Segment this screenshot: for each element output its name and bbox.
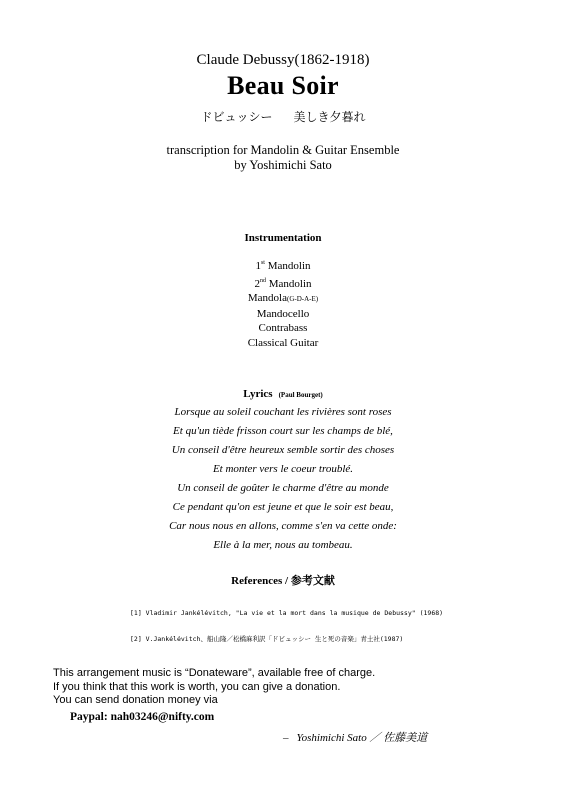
lyrics-heading-label: Lyrics (243, 388, 273, 400)
lyric-line: Elle à la mer, nous au tombeau. (213, 539, 353, 551)
transcription-line: transcription for Mandolin & Guitar Ensemble (166, 143, 400, 157)
donation-line: You can send donation money via (53, 694, 218, 706)
japanese-piece-title: 美しき夕暮れ (293, 110, 366, 124)
lyric-line: Et qu'un tiède frisson court sur les champs de blé, (173, 425, 393, 437)
lyric-line: Un conseil d'être heureux semble sortir des choses (171, 444, 395, 456)
instrumentation-list (0, 256, 566, 350)
reference-item: [1] Vladimir Jankélévitch, "La vie et la mort dans la musique de Debussy" (1968) (130, 609, 444, 617)
instrument-item: Mandocello (256, 307, 310, 320)
instrument-item: 2nd Mandolin (254, 277, 312, 290)
lyric-line: Ce pendant qu'on est jeune et que le soir est beau, (172, 501, 394, 513)
paypal-address[interactable]: Paypal: nah03246@nifty.com (70, 711, 215, 723)
lyric-line: Un conseil de goûter le charme d'être au monde (177, 482, 389, 494)
lyrics-text (0, 403, 566, 555)
arranger-line: by Yoshimichi Sato (234, 158, 332, 172)
mandola-tuning: (G-D-A-E) (287, 295, 319, 303)
references-heading: References / 参考文献 (231, 575, 335, 587)
instrument-item: Classical Guitar (247, 336, 319, 349)
lyric-line: Car nous nous en allons, comme s'en va cette onde: (169, 520, 397, 532)
signature-name: Yoshimichi Sato ／ 佐藤美道 (296, 732, 428, 744)
instrument-item: 1st Mandolin (255, 260, 311, 272)
donation-line: This arrangement music is “Donateware”, available free of charge. (53, 667, 376, 679)
reference-item: [2] V.Jankélévitch、船山隆／松橋麻利訳「ドビュッシー 生と死の音楽」青土社(1987) (130, 634, 404, 643)
page-title: Beau Soir (227, 71, 339, 100)
references-list (130, 592, 443, 660)
lyric-line: Et monter vers le coeur troublé. (212, 463, 354, 475)
lyrics-author: (Paul Bourget) (278, 391, 323, 399)
japanese-title (0, 108, 566, 125)
transcription-credit (0, 143, 566, 173)
instrument-item: Contrabass (258, 322, 308, 334)
donation-line: If you think that this work is worth, you can give a donation. (53, 680, 341, 693)
signature-dash: – (283, 732, 289, 744)
lyric-line: Lorsque au soleil couchant les rivières sont roses (174, 406, 392, 418)
donation-notice (53, 667, 375, 708)
japanese-composer-name: ドビュッシー (200, 110, 273, 124)
instrumentation-heading: Instrumentation (244, 232, 322, 244)
instrument-item: Mandola(G-D-A-E) (247, 292, 319, 304)
lyrics-heading (0, 388, 566, 400)
composer-line: Claude Debussy(1862-1918) (196, 52, 370, 68)
arranger-signature (283, 729, 427, 745)
